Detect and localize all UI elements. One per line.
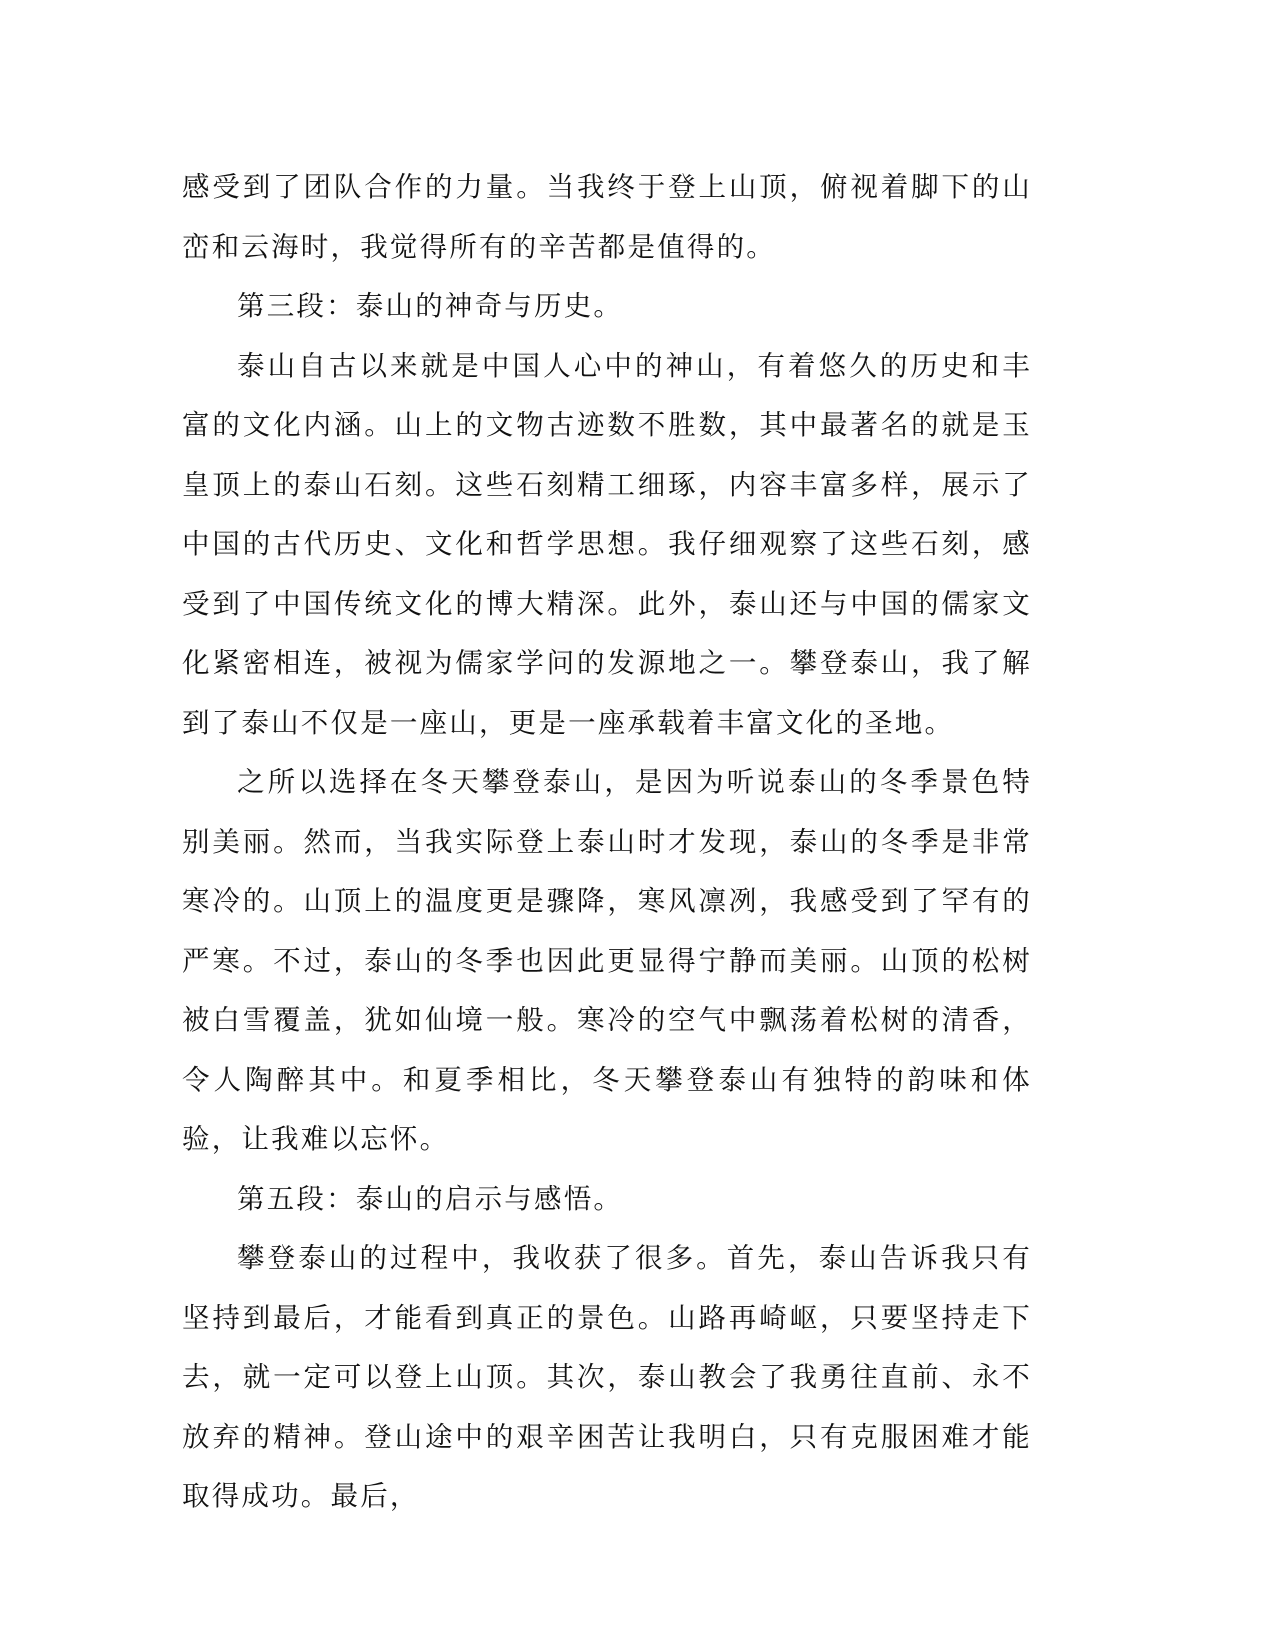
paragraph-continuation: 感受到了团队合作的力量。当我终于登上山顶，俯视着脚下的山峦和云海时，我觉得所有的辛苦都是值得的。 [182, 171, 1032, 263]
document-body [182, 158, 1032, 1527]
section-heading-five: 第五段：泰山的启示与感悟。 [237, 1182, 624, 1215]
paragraph-history: 泰山自古以来就是中国人心中的神山，有着悠久的历史和丰富的文化内涵。山上的文物古迹数不胜数，其中最著名的就是玉皇顶上的泰山石刻。这些石刻精工细琢，内容丰富多样，展示了中国的古代历史、文化和哲学思想。我仔细观察了这些石刻，感受到了中国传统文化的博大精深。此外，泰山还与中国的儒家文化紧密相连，被视为儒家学问的发源地之一。攀登泰山，我了解到了泰山不仅是一座山，更是一座承载着丰富文化的圣地。 [182, 349, 1032, 739]
paragraph-winter: 之所以选择在冬天攀登泰山，是因为听说泰山的冬季景色特别美丽。然而，当我实际登上泰山时才发现，泰山的冬季是非常寒冷的。山顶上的温度更是骤降，寒风凛冽，我感受到了罕有的严寒。不过，泰山的冬季也因此更显得宁静而美丽。山顶的松树被白雪覆盖，犹如仙境一般。寒冷的空气中飘荡着松树的清香，令人陶醉其中。和夏季相比，冬天攀登泰山有独特的韵味和体验，让我难以忘怀。 [182, 766, 1032, 1155]
paragraph-insights: 攀登泰山的过程中，我收获了很多。首先，泰山告诉我只有坚持到最后，才能看到真正的景色。山路再崎岖，只要坚持走下去，就一定可以登上山顶。其次，泰山教会了我勇往直前、永不放弃的精神。登山途中的艰辛困苦让我明白，只有克服困难才能取得成功。最后， [182, 1242, 1032, 1512]
section-heading-three: 第三段：泰山的神奇与历史。 [237, 290, 624, 322]
